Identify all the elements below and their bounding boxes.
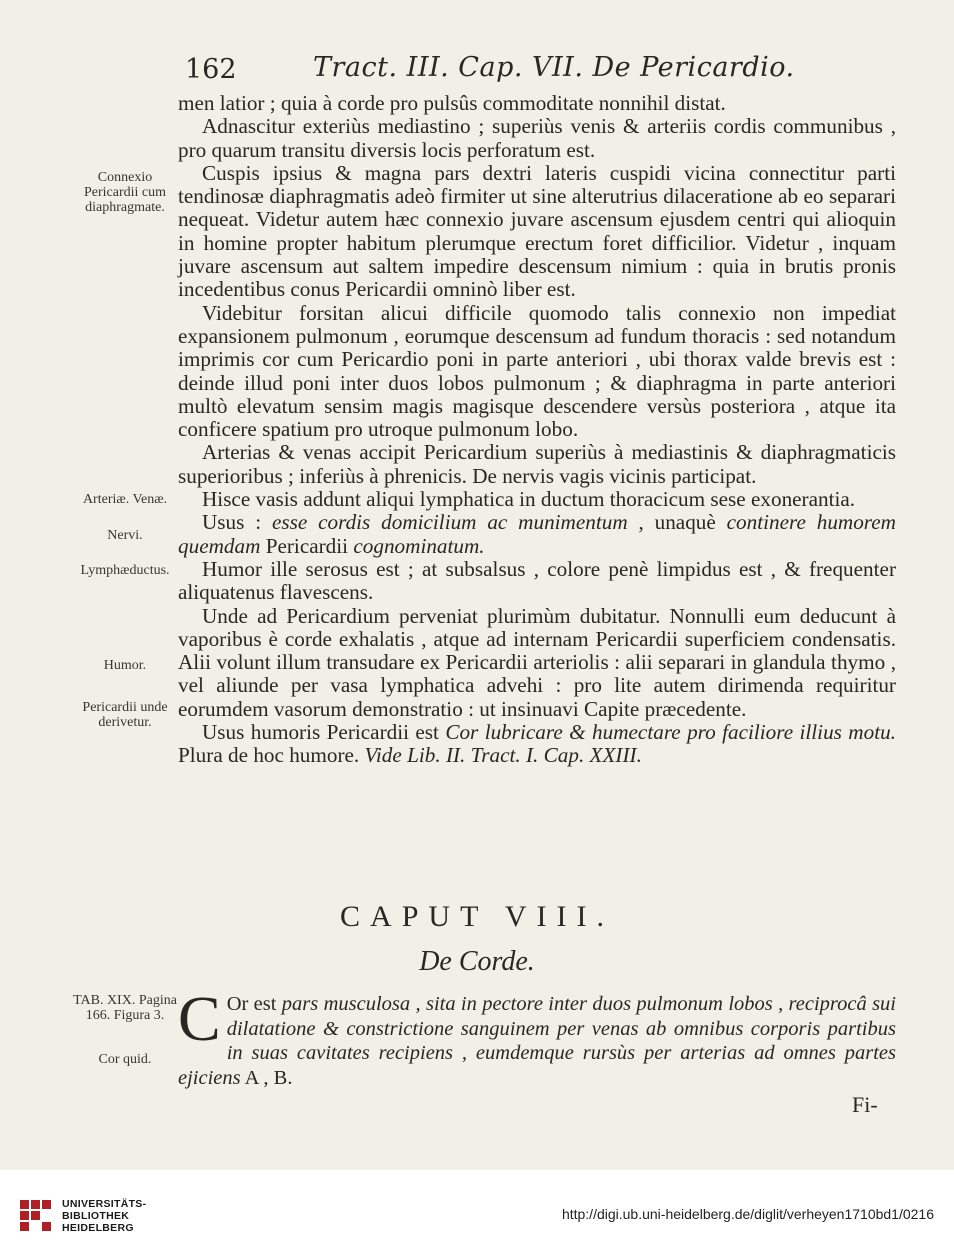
italic-run: Vide Lib. II. Tract. I. Cap. XXIII. — [364, 743, 642, 768]
paragraph: Humor ille serosus est ; at subsalsus , colore penè limpidus est , & frequenter aliquatenus flavescens. — [178, 556, 896, 605]
drop-cap: C — [178, 983, 221, 1054]
chapter-title: CAPUT VIII. — [340, 900, 614, 933]
paragraph: Unde ad Pericardium perveniat plurimùm dubitatur. Nonnulli eum deducunt à vaporibus è corde exhalatis , atque ad internam Pericardii superficiem condensatis. Alii volunt illum transudare ex Pericardii arteriolis : alii separari in glandula thymo , vel aliunde per vasa lymphatica advehi : pro lite autem dirimenda requiritur eorumdem vasorum demonstratio : ut insinuavi Capite præcedente. — [178, 603, 896, 721]
chapter-body — [178, 983, 897, 1090]
paragraph — [178, 721, 896, 768]
text-run: Or est — [226, 993, 282, 1015]
paragraph: Videbitur forsitan alicui difficile quomodo talis connexio non impediat expansionem pulmonum , eorumque descensum ad fundum thoracis : sed notandum imprimis cor cum Pericardio poni in parte anteriori , ubi thorax valde brevis est : deinde illud poni inter duos lobos pulmonum ; & diaphragma in parte anteriori multò elevatum sensim magis magisque descendere versùs posteriora , atque ita conficere spatium pro utroque pulmonum lobo. — [178, 300, 896, 442]
italic-run: pars musculosa , sita in pectore inter duos pulmonum lobos , reciprocâ sui dilatatione & constrictione sanguinem per venas ab omnibus corporis partibus in suas cavitates recipiens , eumdemque rursùs per arterias ad omnes partes ejiciens — [178, 993, 897, 1089]
text-run: Plura de hoc humore. — [178, 743, 365, 768]
permalink-url[interactable]: http://digi.ub.uni-heidelberg.de/diglit/verheyen1710bd1/0216 — [561, 1206, 934, 1222]
page-header — [185, 50, 895, 90]
paragraph: Cuspis ipsius & magna pars dextri lateris cuspidi vicina connectitur parti tendinosæ diaphragmatis adeò firmiter ut sine alterutrius dilaceratione ab eo separari nequeat. Videtur autem hæc connexio juvare ascensum ejusdem centri qui alioquin in homine propter habitum plerumque erectum foret difficilior. Videtur , inquam juvare ascensum aut saltem impedire descensum nimium : quia in brutis pronis incedentibus conus Pericardii omninò liber est. — [178, 160, 896, 302]
text-run: Usus : — [202, 510, 272, 535]
italic-run: Cor lubricare & humectare pro faciliore illius motu. — [445, 720, 896, 745]
italic-run: cognominatum. — [353, 533, 485, 558]
paragraph: Hisce vasis addunt aliqui lymphatica in ductum thoracicum sese exonerantia. — [202, 487, 856, 512]
paragraph — [178, 511, 896, 558]
italic-run: esse cordis domicilium ac munimentum — [271, 510, 628, 535]
margin-note-pericardii: Pericardii unde derivetur. — [82, 700, 168, 730]
chapter-subtitle: De Corde. — [419, 946, 535, 977]
library-name-line: UNIVERSITÄTS- — [62, 1198, 147, 1210]
text-run: , unaquè — [627, 510, 727, 535]
library-name-line: HEIDELBERG — [62, 1222, 134, 1234]
italic-run: continere humorem quemdam — [178, 510, 896, 558]
margin-note-nervi: Nervi. — [107, 528, 143, 543]
text-run: A , B. — [240, 1066, 293, 1089]
body-text — [178, 92, 896, 768]
paragraph: Adnascitur exteriùs mediastino ; superiùs venis & arteriis cordis communibus , pro quarum transitu diversis locis perforatum est. — [178, 114, 896, 162]
paragraph: Arterias & venas accipit Pericardium superiùs à mediastinis & diaphragmaticis superioribus ; inferiùs à phrenicis. De nervis vagis vicinis participat. — [178, 440, 896, 488]
margin-note-connexio: Connexio Pericardii cum diaphragmate. — [83, 170, 167, 215]
text-run: Pericardii — [260, 533, 354, 558]
running-title: Tract. III. Cap. VII. De Pericardio. — [313, 52, 795, 83]
library-logo-icon[interactable] — [18, 1198, 54, 1234]
catchword: Fi- — [852, 1092, 878, 1117]
margin-note-arteriae: Arteriæ. Venæ. — [82, 492, 168, 507]
library-name[interactable] — [62, 1198, 146, 1234]
margin-note-corquid: Cor quid. — [98, 1052, 152, 1067]
paragraph: men latior ; quia à corde pro pulsûs commoditate nonnihil distat. — [178, 91, 726, 115]
text-run: Usus humoris Pericardii est — [202, 720, 446, 745]
margin-note-lymphae: Lymphæductus. — [80, 563, 170, 578]
page-number: 162 — [185, 54, 237, 85]
margin-note-tab: TAB. XIX. Pagina 166. Figura 3. — [73, 993, 177, 1023]
footer-bar — [0, 1170, 954, 1260]
margin-note-humor: Humor. — [103, 658, 147, 673]
library-name-line: BIBLIOTHEK — [62, 1210, 130, 1222]
